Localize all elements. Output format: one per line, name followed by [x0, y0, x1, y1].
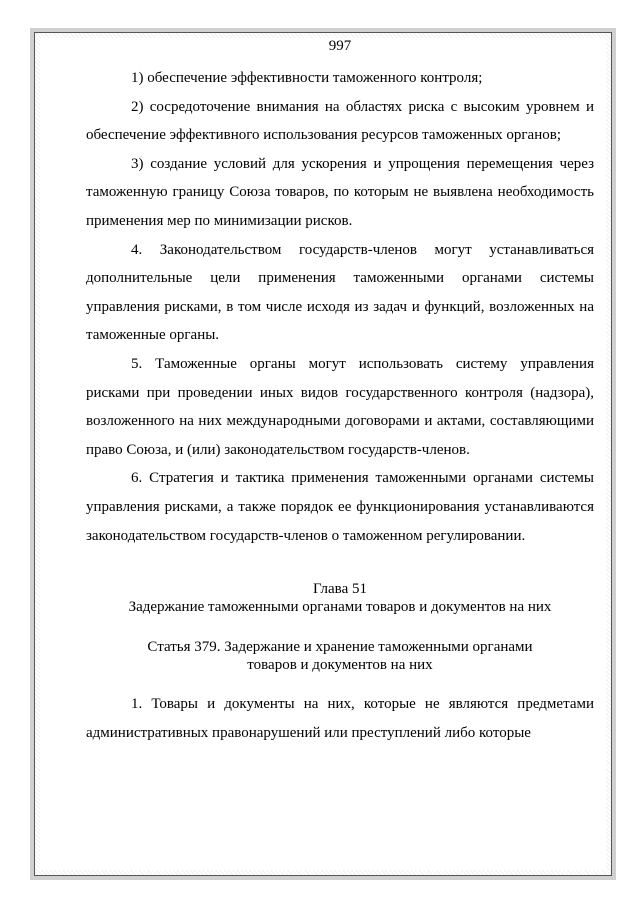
chapter-title: Задержание таможенными органами товаров и документов на них	[128, 599, 552, 616]
chapter-label: Глава 51	[313, 581, 367, 598]
paragraph: 2) сосредоточение внимания на областях риска с высоким уровнем и обеспечение эффективного использования ресурсов таможенных органов;	[86, 98, 594, 144]
article-title-line-1: Статья 379. Задержание и хранение таможенными органами	[147, 639, 533, 656]
document-body	[86, 36, 594, 747]
paragraph: 1. Товары и документы на них, которые не являются предметами административных правонарушений или преступлений либо которые	[86, 696, 594, 741]
article-heading	[86, 638, 594, 674]
paragraph: 5. Таможенные органы могут использовать систему управления рисками при проведении иных видов государственного контроля (надзора), возложенного на них международными договорами и актами, составляющими право Союза, и (или) законодательством государств-членов.	[86, 355, 594, 458]
paragraph: 6. Стратегия и тактика применения таможенными органами системы управления рисками, а также порядок ее функционирования устанавливаются законодательством государств-членов о таможенном регулировании.	[86, 470, 594, 544]
article-title-line-2: товаров и документов на них	[247, 657, 433, 674]
chapter-heading	[86, 580, 594, 616]
page-number: 997	[328, 38, 352, 54]
paragraph: 1) обеспечение эффективности таможенного контроля;	[131, 70, 483, 86]
paragraph: 4. Законодательством государств-членов могут устанавливаться дополнительные цели применения таможенными органами системы управления рисками, в том числе исходя из задач и функций, возложенных на таможенные органы.	[86, 241, 594, 344]
paragraph: 3) создание условий для ускорения и упрощения перемещения через таможенную границу Союза товаров, по которым не выявлена необходимость применения мер по минимизации рисков.	[86, 155, 594, 229]
